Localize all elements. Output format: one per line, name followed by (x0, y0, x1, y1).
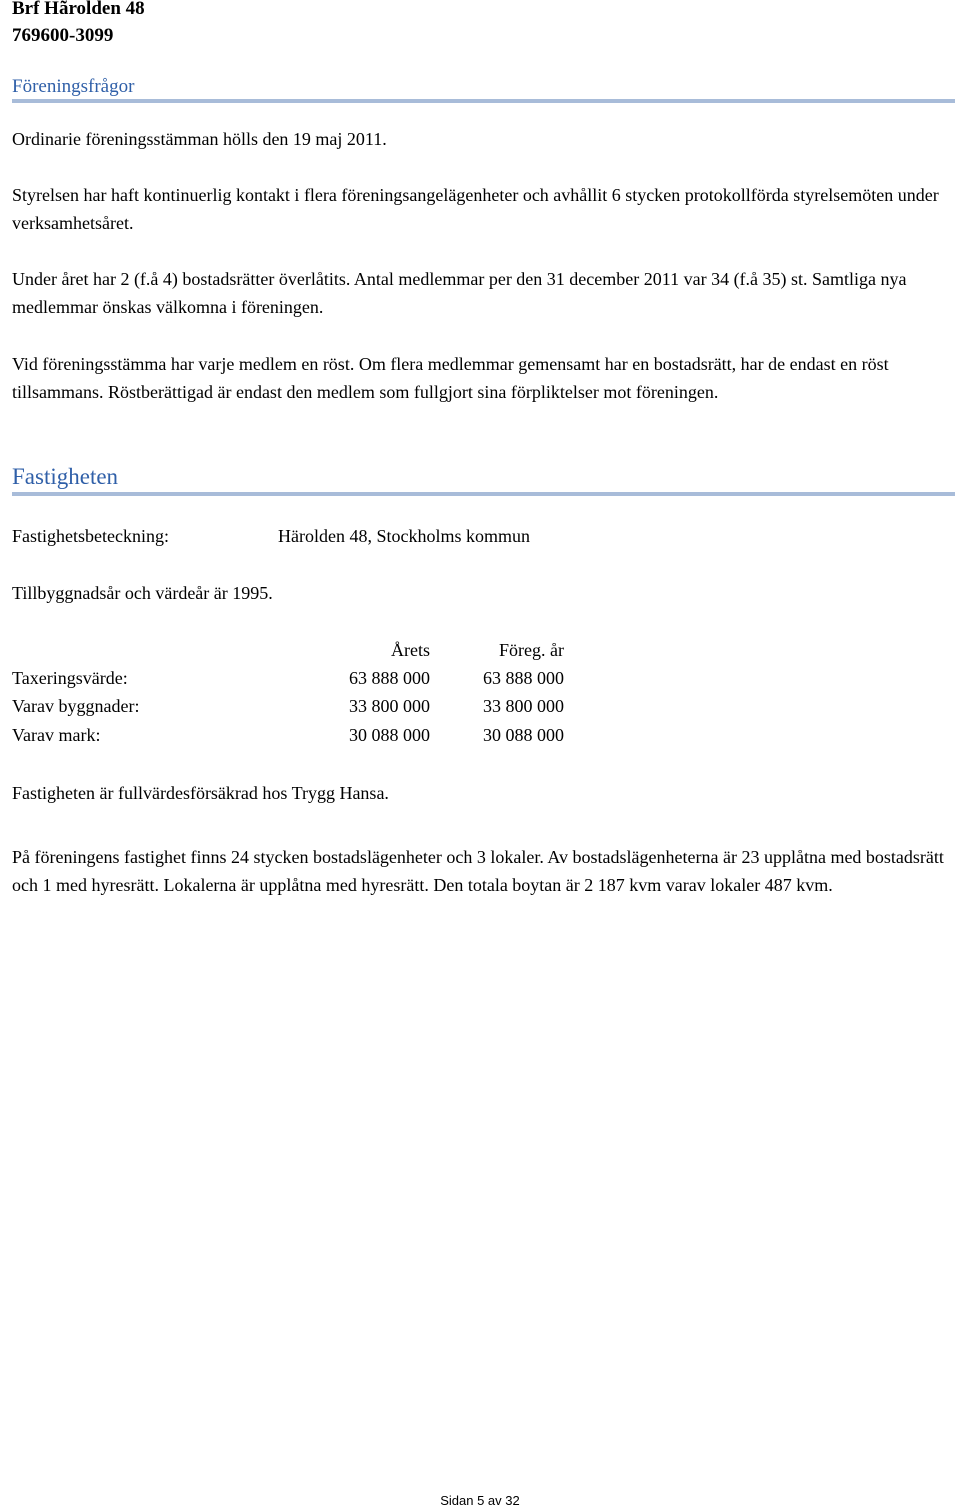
row-current-value: 63 888 000 (349, 668, 430, 688)
section-heading-foreningsfragor: Föreningsfrågor (12, 76, 135, 97)
insurance-text: Fastigheten är fullvärdesförsäkrad hos Trygg Hansa. (12, 783, 389, 803)
paragraph-members: Under året har 2 (f.å 4) bostadsrätter överlåtits. Antal medlemmar per den 31 december 2011 var 34 (f.å 35) st. Samtliga nya medlemmar önskas välkomna i föreningen. (12, 269, 907, 317)
column-header-previous: Föreg. år (499, 640, 564, 660)
section-divider (12, 492, 955, 496)
build-year-text: Tillbyggnadsår och värdeår är 1995. (12, 583, 273, 603)
row-current-value: 30 088 000 (349, 725, 430, 745)
row-previous-value: 63 888 000 (483, 668, 564, 688)
designation-value: Härolden 48, Stockholms kommun (278, 526, 530, 546)
org-number: 769600-3099 (12, 25, 114, 46)
designation-label: Fastighetsbeteckning: (12, 526, 169, 546)
row-previous-value: 33 800 000 (483, 696, 564, 716)
section-heading-fastigheten: Fastigheten (12, 464, 119, 489)
row-previous-value: 30 088 000 (483, 725, 564, 745)
association-name: Brf Hãrolden 48 (12, 0, 145, 19)
page-number: Sidan 5 av 32 (440, 1493, 520, 1508)
row-label: Varav mark: (12, 725, 101, 745)
row-label: Taxeringsvärde: (12, 668, 128, 688)
section-divider (12, 99, 955, 103)
paragraph-property-description: På föreningens fastighet finns 24 stycken bostadslägenheter och 3 lokaler. Av bostadslägenheterna är 23 upplåtna med bostadsrätt och 1 med hyresrätt. Lokalerna är upplåtna med hyresrätt. Den totala boytan är 2 187 kvm varav lokaler 487 kvm. (12, 847, 944, 895)
paragraph-annual-meeting: Ordinarie föreningsstämman hölls den 19 maj 2011. (12, 129, 387, 149)
column-header-current: Årets (391, 640, 430, 660)
paragraph-voting: Vid föreningsstämma har varje medlem en röst. Om flera medlemmar gemensamt har en bostadsrätt, har de endast en röst tillsammans. Röstberättigad är endast den medlem som fullgjort sina förpliktelser mot föreningen. (12, 354, 889, 402)
paragraph-board-meetings: Styrelsen har haft kontinuerlig kontakt i flera föreningsangelägenheter och avhållit 6 stycken protokollförda styrelsemöten under verksamhetsåret. (12, 185, 939, 233)
row-current-value: 33 800 000 (349, 696, 430, 716)
row-label: Varav byggnader: (12, 696, 140, 716)
